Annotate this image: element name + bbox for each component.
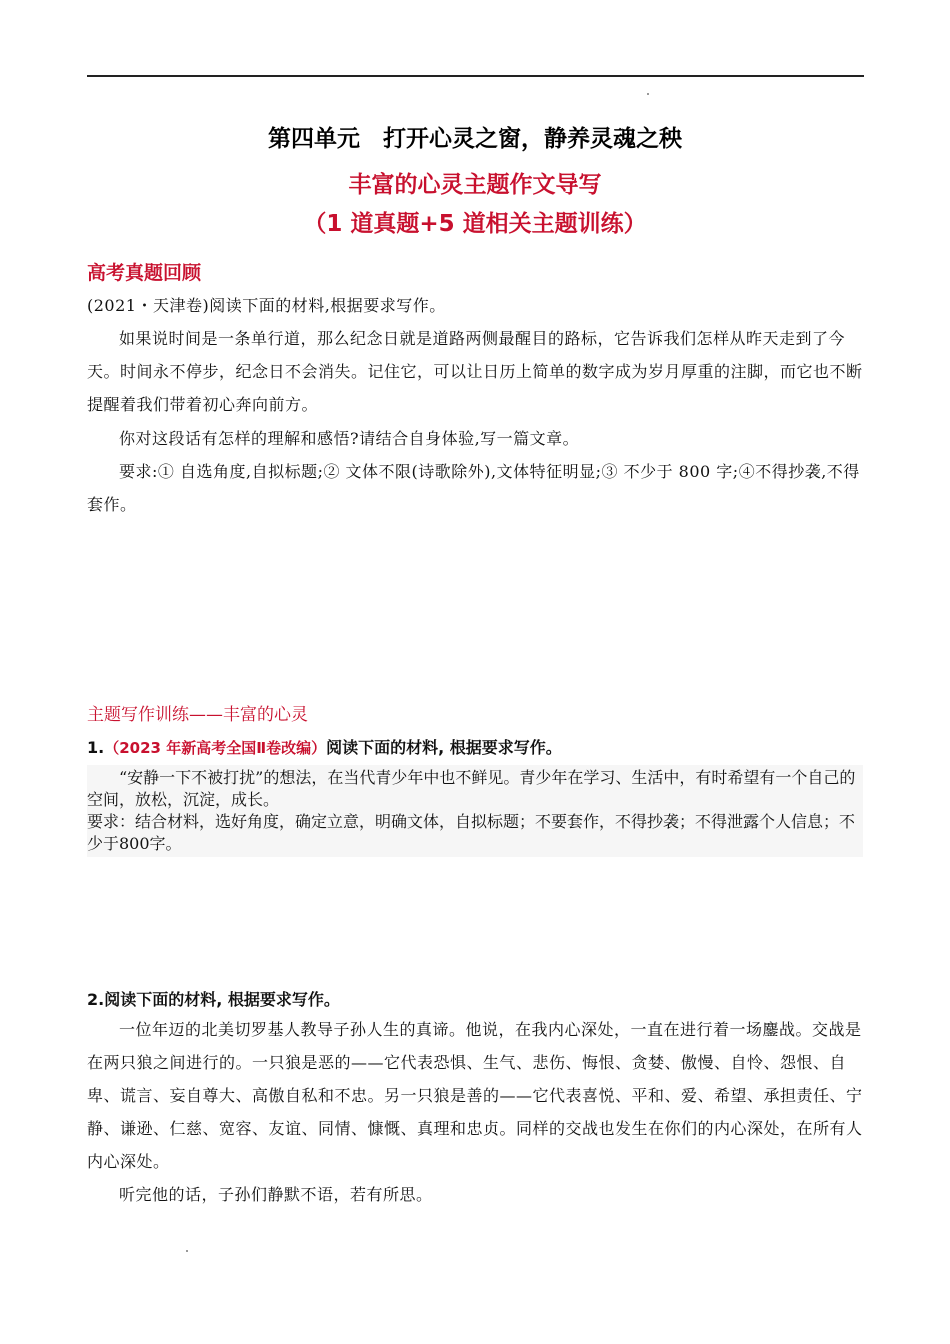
page-subtitle-count: （1 道真题+5 道相关主题训练） xyxy=(303,211,647,237)
gaokao-requirements: 要求:① 自选角度,自拟标题;② 文体不限(诗歌除外),文体特征明显;③ 不少于 800 字;④不得抄袭,不得套作。 xyxy=(87,462,860,514)
q1-material-box xyxy=(87,765,863,857)
q2-ending: 听完他的话，子孙们静默不语，若有所思。 xyxy=(119,1185,433,1204)
q2-heading: 2.阅读下面的材料, 根据要求写作。 xyxy=(87,990,340,1009)
q2-material: 一位年迈的北美切罗基人教导子孙人生的真谛。他说，在我内心深处，一直在进行着一场鏖战。交战是在两只狼之间进行的。一只狼是恶的——它代表恐惧、生气、悲伤、悔恨、贪婪、傲慢、自怜、怨恨、自卑、谎言、妄自尊大、高傲自私和不忠。另一只狼是善的——它代表喜悦、平和、爱、希望、承担责任、宁静、谦逊、仁慈、宽容、友谊、同情、慷慨、真理和忠贞。同样的交战也发生在你们的内心深处，在所有人内心深处。 xyxy=(87,1020,863,1171)
gaokao-heading: 高考真题回顾 xyxy=(87,262,202,284)
q1-source: （2023 年新高考全国Ⅱ卷改编） xyxy=(104,739,327,757)
q1-material: “安静一下不被打扰”的想法，在当代青少年中也不鲜见。青少年在学习、生活中，有时希望有一个自己的空间，放松，沉淀，成长。 xyxy=(87,768,856,809)
speck xyxy=(647,93,649,95)
speck xyxy=(186,1250,188,1252)
unit-title: 第四单元 打开心灵之窗，静养灵魂之秧 xyxy=(268,126,682,152)
training-heading: 主题写作训练——丰富的心灵 xyxy=(87,705,308,725)
q1-number: 1. xyxy=(87,738,105,757)
gaokao-source-line: (2021・天津卷)阅读下面的材料,根据要求写作。 xyxy=(87,296,446,315)
top-rule xyxy=(87,75,864,77)
gaokao-material: 如果说时间是一条单行道，那么纪念日就是道路两侧最醒目的路标，它告诉我们怎样从昨天走到了今天。时间永不停步，纪念日不会消失。记住它，可以让日历上简单的数字成为岁月厚重的注脚，而它也不断提醒着我们带着初心奔向前方。 xyxy=(87,329,863,414)
q1-requirements: 要求：结合材料，选好角度，确定立意，明确文体，自拟标题；不要套作，不得抄袭；不得泄露个人信息；不少于800字。 xyxy=(87,812,856,853)
q1-instruction: 阅读下面的材料, 根据要求写作。 xyxy=(326,738,562,757)
q1-heading xyxy=(87,735,562,758)
page-subtitle: 丰富的心灵主题作文导写 xyxy=(348,172,602,198)
gaokao-question: 你对这段话有怎样的理解和感悟?请结合自身体验,写一篇文章。 xyxy=(119,429,580,448)
